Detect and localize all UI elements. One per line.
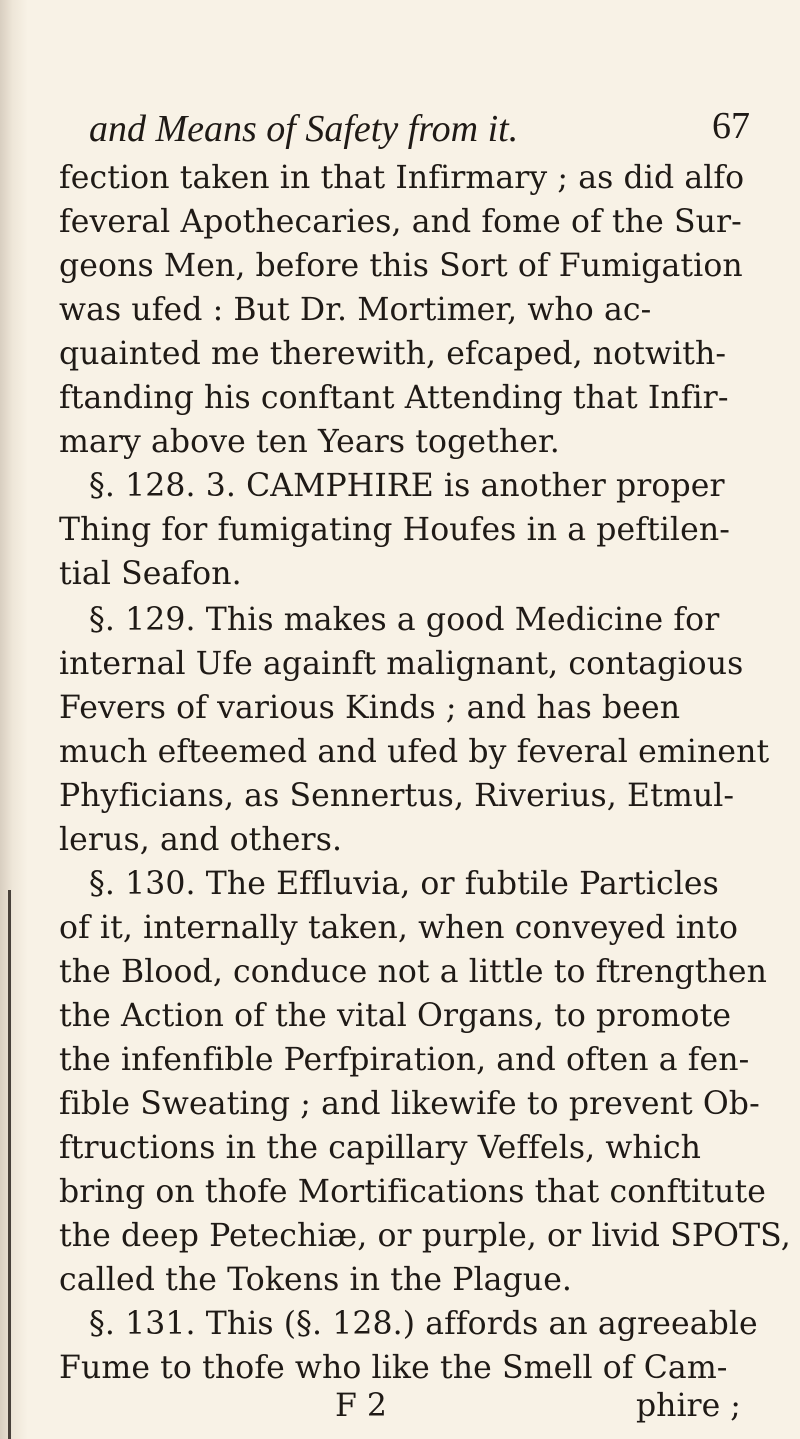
text-line: the Blood, conduce not a little to ftrengthen — [59, 954, 767, 990]
text-line: much efteemed and ufed by feveral eminent — [59, 734, 770, 770]
text-line: the Action of the vital Organs, to promote — [59, 998, 732, 1034]
text-line: the deep Petechiæ, or purple, or livid SPOTS, — [59, 1218, 791, 1254]
text-line: geons Men, before this Sort of Fumigation — [59, 248, 743, 284]
text-line: lerus, and others. — [59, 822, 343, 858]
page-number: 67 — [712, 105, 750, 147]
text-line: internal Ufe againft malignant, contagious — [59, 646, 744, 682]
text-line: tial Seafon. — [59, 556, 242, 592]
paragraph-start-131: §. 131. This (§. 128.) affords an agreeable — [89, 1306, 758, 1342]
text-line: Fume to thofe who like the Smell of Cam- — [59, 1350, 728, 1386]
running-head: and Means of Safety from it. — [89, 108, 519, 150]
binding-edge-line — [8, 890, 11, 1439]
text-line: was ufed : But Dr. Mortimer, who ac- — [59, 292, 652, 328]
text-line: mary above ten Years together. — [59, 424, 560, 460]
paragraph-start-129: §. 129. This makes a good Medicine for — [89, 602, 720, 638]
page-gutter-shadow — [0, 0, 28, 1439]
text-line: fible Sweating ; and likewife to prevent Ob- — [59, 1086, 760, 1122]
paragraph-start-130: §. 130. The Effluvia, or fubtile Particles — [89, 866, 719, 902]
catchword: phire ; — [636, 1388, 741, 1424]
text-line: the infenfible Perfpiration, and often a fen- — [59, 1042, 750, 1078]
text-line: fection taken in that Infirmary ; as did alfo — [59, 160, 745, 196]
text-line: of it, internally taken, when conveyed into — [59, 910, 739, 946]
text-line: feveral Apothecaries, and fome of the Sur- — [59, 204, 742, 240]
text-line: ftructions in the capillary Veffels, which — [59, 1130, 702, 1166]
text-line: Phyficians, as Sennertus, Riverius, Etmul- — [59, 778, 735, 814]
text-line: ftanding his conftant Attending that Infir- — [59, 380, 729, 416]
text-line: Fevers of various Kinds ; and has been — [59, 690, 681, 726]
text-line: bring on thofe Mortifications that conftitute — [59, 1174, 767, 1210]
paragraph-start-128: §. 128. 3. CAMPHIRE is another proper — [89, 468, 725, 504]
text-line: quainted me therewith, efcaped, notwith- — [59, 336, 727, 372]
text-line: called the Tokens in the Plague. — [59, 1262, 573, 1298]
signature-mark: F 2 — [335, 1388, 387, 1424]
text-line: Thing for fumigating Houfes in a peftilen- — [59, 512, 730, 548]
